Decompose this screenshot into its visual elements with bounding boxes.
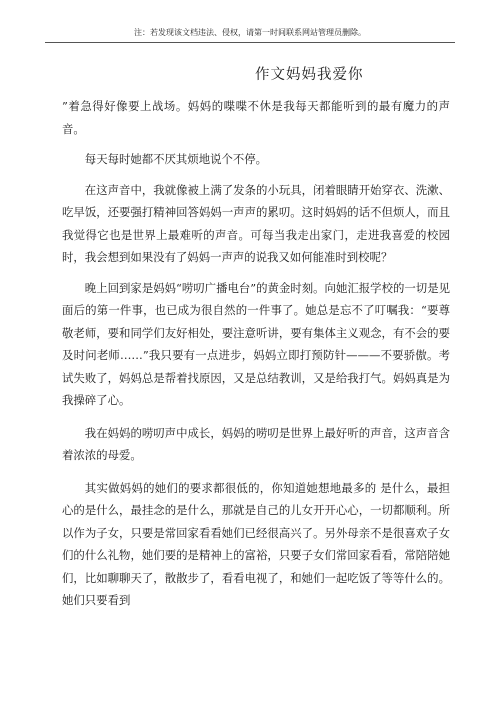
document-title: 作文妈妈我爱你 (255, 67, 364, 83)
document-body (62, 95, 450, 612)
paragraph-4: 晚上回到家是妈妈“唠叨广播电台”的黄金时刻。向她汇报学校的一切是见面后的第一件事，也已成为很自然的一件事了。她总是忘不了叮嘱我：“要尊敬老师，要和同学们友好相处，要注意听讲，要有集体主义观念，有不会的要及时问老师……”我只要有一点进步，妈妈立即打预防针———不要骄傲。考试失败了，妈妈总是帮着找原因，又是总结教训，又是给我打气。妈妈真是为我操碎了心。 (62, 280, 450, 407)
paragraph-3: 在这声音中，我就像被上满了发条的小玩具，闭着眼睛开始穿衣、洗漱、吃早饭，还要强打精神回答妈妈一声声的累叨。这时妈妈的话不但烦人，而且我觉得它也是世界上最难听的声音。可每当我走出家门，走进我喜爱的校园时，我会想到如果没有了妈妈一声声的说我又如何能准时到校呢？ (62, 182, 450, 264)
paragraph-2: 每天每时她都不厌其烦地说个不停。 (84, 152, 268, 166)
copyright-notice: 注：若发现该文档违法、侵权，请第一时间联系网站管理员删除。 (134, 28, 366, 37)
paragraph-6: 其实做妈妈的她们的要求都很低的，你知道她想地最多的 是什么，最担心的是什么，最挂念的是什么，那就是自己的儿女开开心心，一切都顺利。所以作为子女，只要是常回家看看她们已经很高兴了。另外母亲不是很喜欢子女们的什么礼物，她们要的是精神上的富裕，只要子女们常回家看看，常陪陪她们，比如聊聊天了，散散步了，看看电视了，和她们一起吃饭了等等什么的。她们只要看到 (62, 480, 450, 607)
paragraph-5: 我在妈妈的唠叨声中成长，妈妈的唠叨是世界上最好听的声音，这声音含着浓浓的母爱。 (62, 425, 450, 462)
header-divider (45, 42, 455, 43)
paragraph-1: ”着急得好像要上战场。妈妈的喋喋不休是我每天都能听到的最有魔力的声音。 (62, 99, 450, 136)
